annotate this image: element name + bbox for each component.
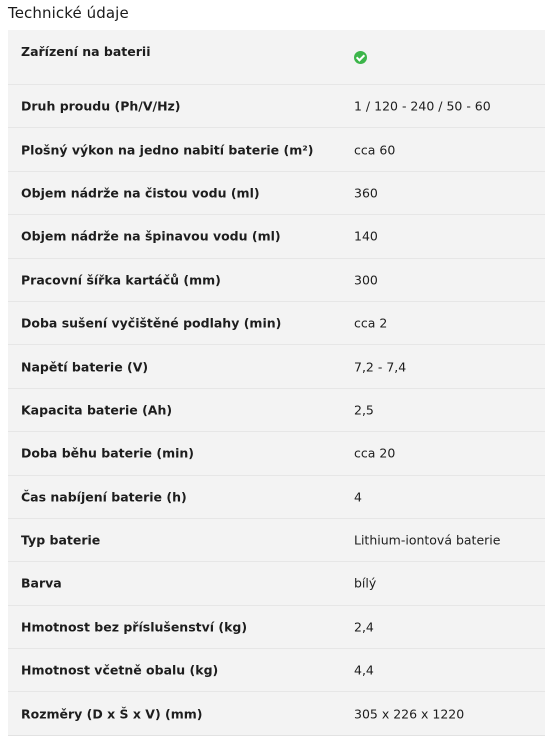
table-row [8, 388, 545, 431]
row-value: cca 60 [354, 142, 396, 158]
row-label: Objem nádrže na špinavou vodu (ml) [21, 228, 281, 244]
row-value: 360 [354, 185, 378, 201]
row-label: Typ baterie [21, 532, 101, 548]
table-row [8, 301, 545, 344]
section-title: Technické údaje [8, 4, 129, 22]
table-row [8, 475, 545, 518]
row-value: 7,2 - 7,4 [354, 359, 407, 375]
table-row [8, 84, 545, 127]
row-label: Plošný výkon na jedno nabití baterie (m²) [21, 142, 314, 158]
row-value: cca 20 [354, 445, 396, 461]
table-row [8, 561, 545, 604]
table-row [8, 518, 545, 561]
row-value: 1 / 120 - 240 / 50 - 60 [354, 98, 491, 114]
row-label: Kapacita baterie (Ah) [21, 402, 173, 418]
table-row [8, 214, 545, 257]
row-value: bílý [354, 575, 377, 591]
row-value: 2,4 [354, 619, 374, 635]
row-label: Druh proudu (Ph/V/Hz) [21, 98, 181, 114]
spec-table [8, 30, 545, 736]
row-label: Rozměry (D x Š x V) (mm) [21, 706, 203, 722]
table-row [8, 605, 545, 648]
check-circle-icon [354, 51, 367, 64]
row-label: Barva [21, 575, 62, 591]
row-value: 305 x 226 x 1220 [354, 706, 465, 722]
row-value: Lithium-iontová baterie [354, 532, 501, 548]
row-label: Hmotnost bez příslušenství (kg) [21, 619, 248, 635]
row-value: 140 [354, 228, 378, 244]
row-value [354, 51, 367, 67]
table-row [8, 127, 545, 170]
row-value: 4 [354, 489, 362, 505]
table-row [8, 691, 545, 734]
table-row [8, 648, 545, 691]
row-label: Pracovní šířka kartáčů (mm) [21, 272, 221, 288]
table-row [8, 30, 545, 84]
row-value: 300 [354, 272, 378, 288]
row-value: 4,4 [354, 662, 374, 678]
table-row [8, 431, 545, 474]
row-label: Objem nádrže na čistou vodu (ml) [21, 185, 260, 201]
row-label: Napětí baterie (V) [21, 359, 149, 375]
table-row [8, 171, 545, 214]
row-label: Doba sušení vyčištěné podlahy (min) [21, 315, 282, 331]
table-row [8, 258, 545, 301]
row-value: 2,5 [354, 402, 374, 418]
row-label: Zařízení na baterii [21, 44, 151, 59]
row-label: Hmotnost včetně obalu (kg) [21, 662, 219, 678]
row-label: Čas nabíjení baterie (h) [21, 489, 187, 505]
row-value: cca 2 [354, 315, 388, 331]
table-row [8, 344, 545, 387]
row-label: Doba běhu baterie (min) [21, 445, 195, 461]
